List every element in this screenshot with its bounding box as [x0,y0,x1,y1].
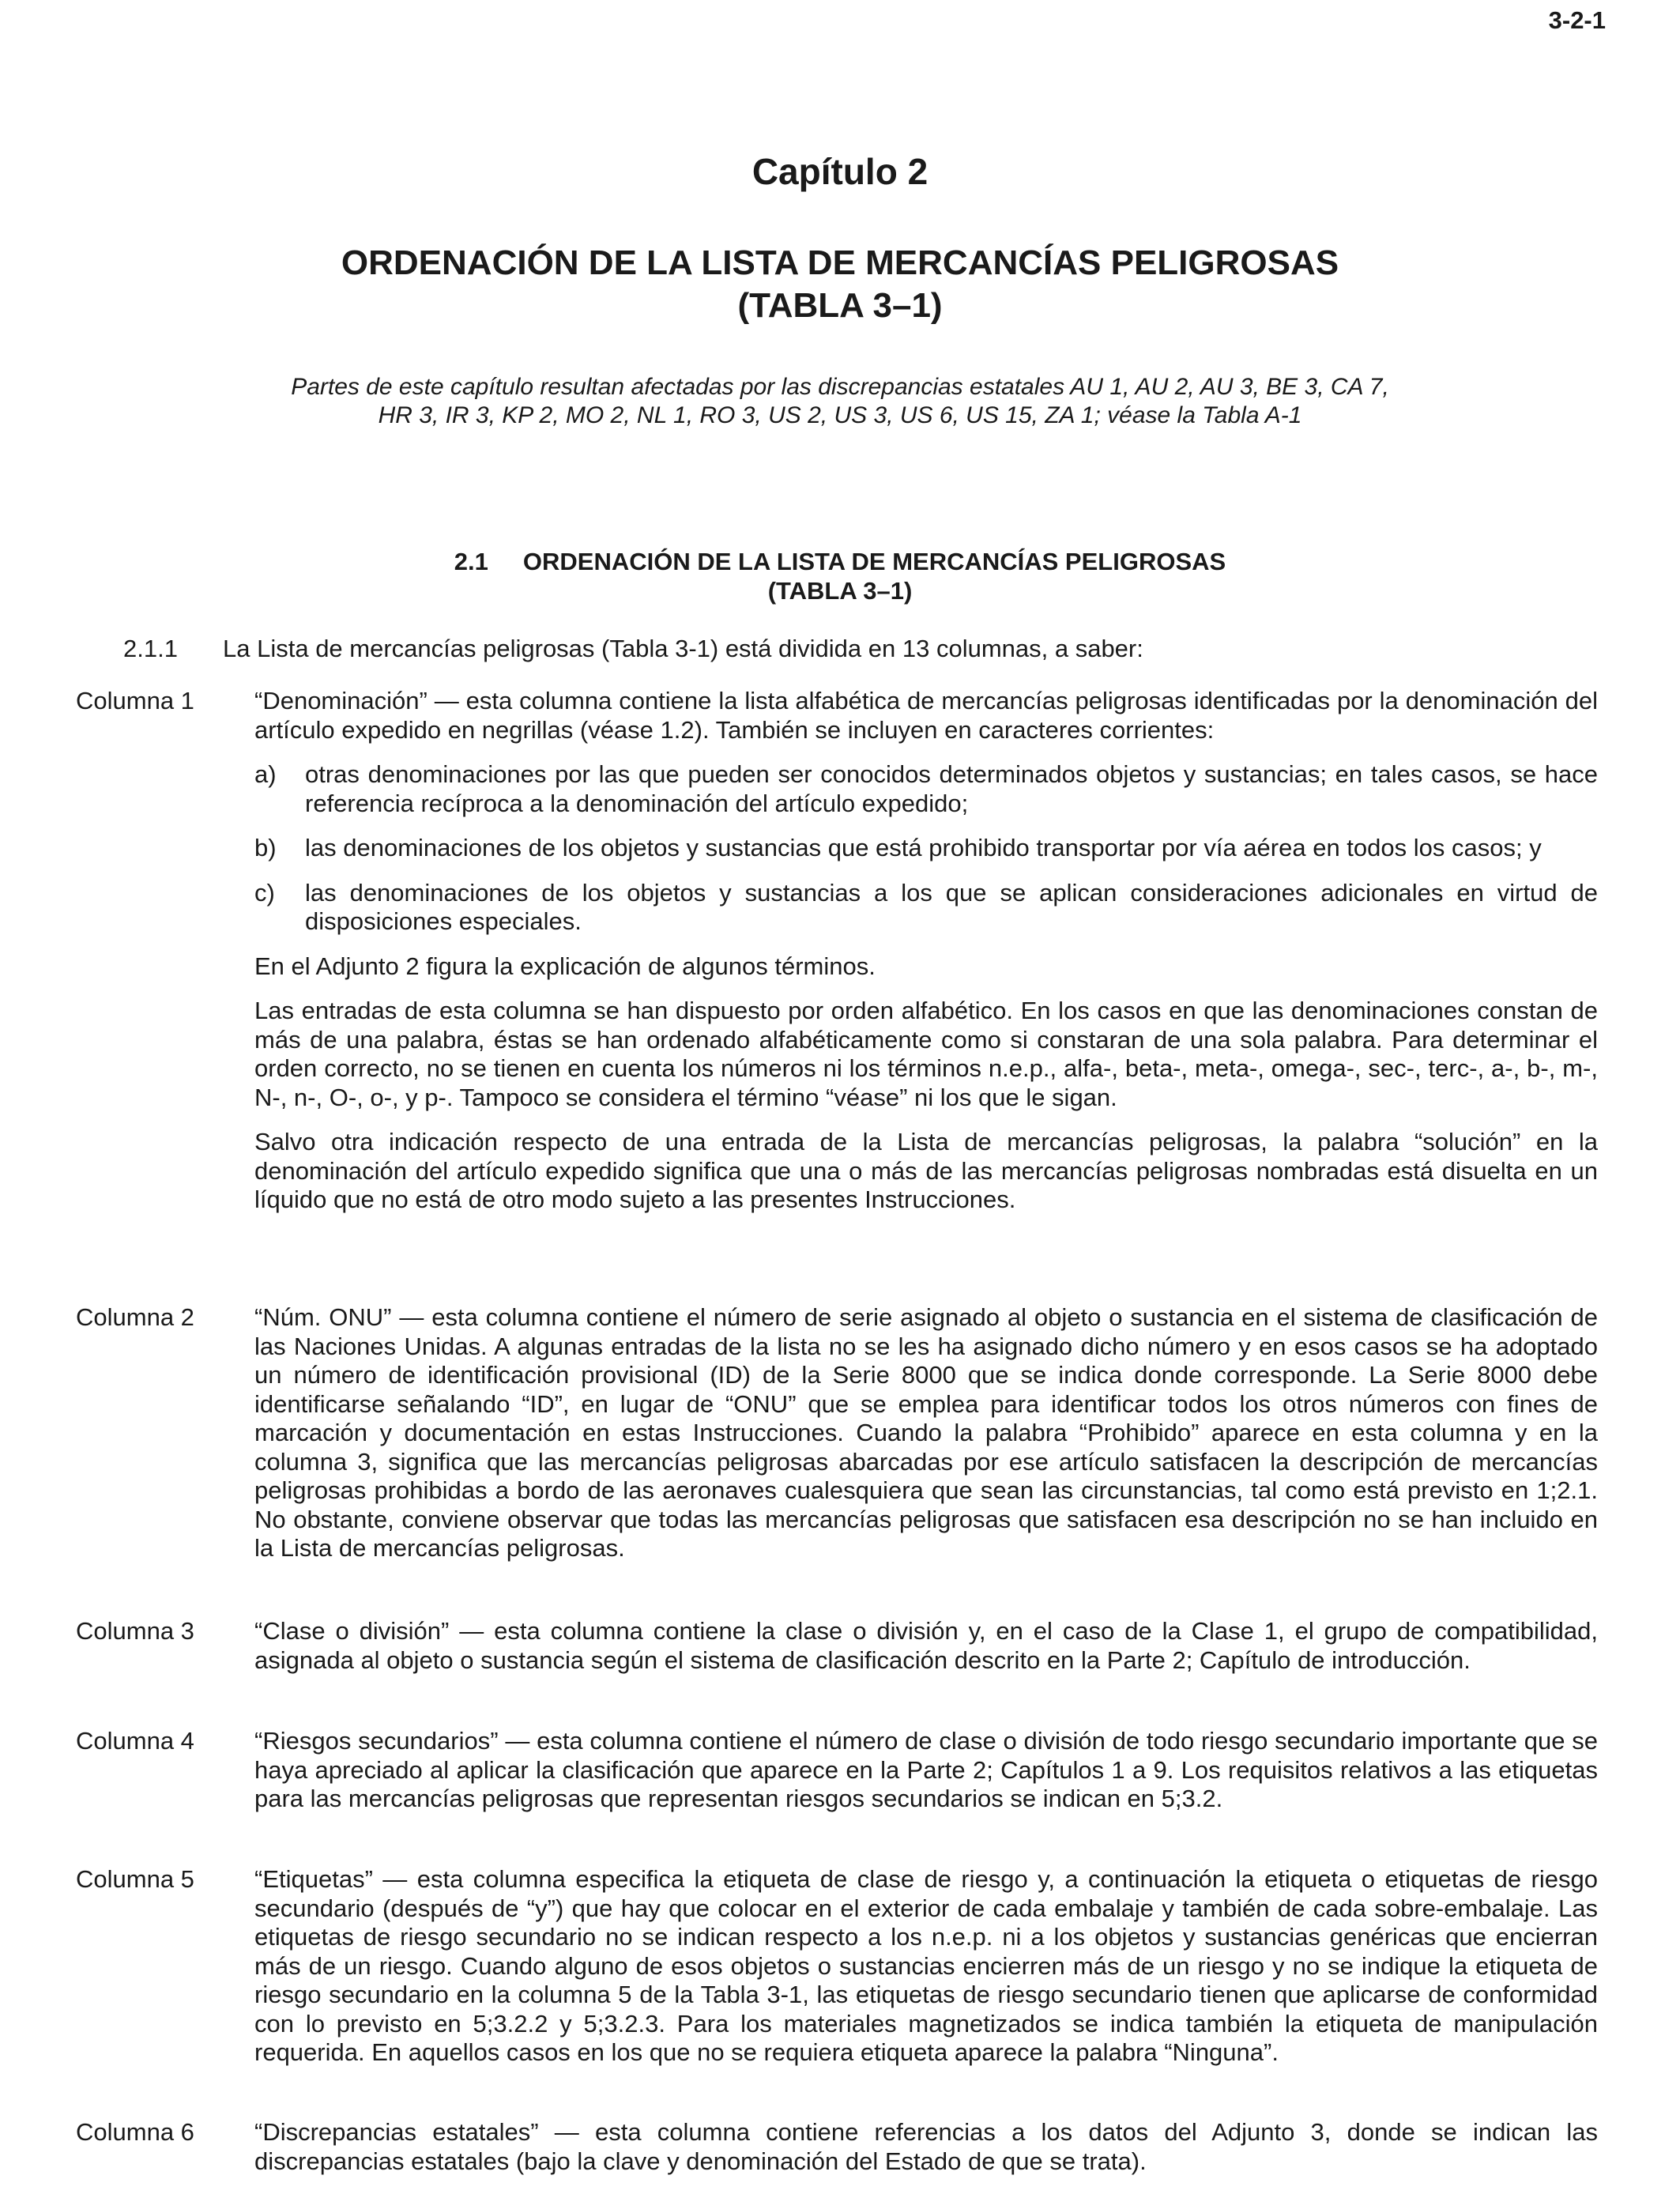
column-1-list [254,760,1598,937]
paragraph-number: 2.1.1 [123,635,178,662]
column-5-label: Columna 5 [76,1865,194,1893]
column-1-label: Columna 1 [76,687,194,714]
column-1-intro: “Denominación” — esta columna contiene la lista alfabética de mercancías peligrosas identificadas por la denominación del artículo expedido en negrillas (véase 1.2). También se incluyen en caracteres corrientes: [254,687,1598,744]
list-item [254,834,1598,863]
column-3-body [254,1617,1598,1691]
list-item-text: otras denominaciones por las que pueden ser conocidos determinados objetos y sustancias; en tales casos, se hace referencia recíproca a la denominación del artículo expedido; [305,760,1598,817]
discrepancy-note [142,373,1538,430]
column-6-label: Columna 6 [76,2118,194,2146]
list-item [254,879,1598,937]
chapter-heading: Capítulo 2 [751,151,929,192]
section-heading [0,547,1680,605]
list-item-text: las denominaciones de los objetos y sustancias a los que se aplican consideraciones adicionales en virtud de disposiciones especiales. [305,878,1598,935]
list-item-marker: b) [254,834,277,861]
chapter-title [0,242,1680,327]
column-2-label: Columna 2 [76,1303,194,1331]
column-1-extra-2: Las entradas de esta columna se han dispuesto por orden alfabético. En los casos en que las denominaciones constan de más de una palabra, éstas se han ordenado alfabéticamente como si constaran de una sola palabra. Para determinar el orden correcto, no se tienen en cuenta los números ni los términos n.e.p., alfa-, beta-, meta-, omega-, sec-, terc-, a-, b-, m-, N-, n-, O-, o-, y p-. Tampoco se considera el término “véase” ni los que le sigan. [254,997,1598,1111]
column-2-body [254,1303,1598,1579]
column-4-label: Columna 4 [76,1727,194,1755]
column-4-text: “Riesgos secundarios” — esta columna contiene el número de clase o división de todo riesgo secundario importante que se haya apreciado al aplicar la clasificación que aparece en la Parte 2; Capítulos 1 a 9. Los requisitos relativos a las etiquetas para las mercancías peligrosas que representan riesgos secundarios se indican en 5;3.2. [254,1727,1598,1812]
section-title: ORDENACIÓN DE LA LISTA DE MERCANCÍAS PELIGROSAS [522,548,1226,575]
column-6-body [254,2118,1598,2192]
column-6-text: “Discrepancias estatales” — esta columna contiene referencias a los datos del Adjunto 3, donde se indican las discrepancias estatales (bajo la clave y denominación del Estado de que se trata). [254,2118,1598,2175]
discrepancy-note-line-2: HR 3, IR 3, KP 2, MO 2, NL 1, RO 3, US 2, US 3, US 6, US 15, ZA 1; véase la Tabla A-1 [378,402,1302,428]
list-item-marker: c) [254,878,275,907]
list-item-text: las denominaciones de los objetos y sustancias que está prohibido transportar por vía aérea en todos los casos; y [305,834,1542,861]
chapter-title-line-1: ORDENACIÓN DE LA LISTA DE MERCANCÍAS PELIGROSAS [341,243,1339,282]
column-3-label: Columna 3 [76,1617,194,1645]
column-3-text: “Clase o división” — esta columna contiene la clase o división y, en el caso de la Clase 1, el grupo de compatibilidad, asignada al objeto o sustancia según el sistema de clasificación descrito en la Parte 2; Capítulo de introducción. [254,1617,1598,1674]
column-1-extra-3: Salvo otra indicación respecto de una entrada de la Lista de mercancías peligrosas, la palabra “solución” en la denominación del artículo expedido significa que una o más de las mercancías peligrosas nombradas está disuelta en un líquido que no está de otro modo sujeto a las presentes Instrucciones. [254,1128,1598,1213]
section-subtitle: (TABLA 3–1) [767,577,913,605]
section-heading-line-1 [0,547,1680,576]
column-1-body [254,687,1598,1231]
column-5-text: “Etiquetas” — esta columna especifica la etiqueta de clase de riesgo y, a continuación la etiqueta o etiquetas de riesgo secundario (después de “y”) que hay que colocar en el exterior de cada embalaje y también de cada sobre-embalaje. Las etiquetas de riesgo secundario no se indican respecto a los n.e.p. ni a los objetos y sustancias genéricas que encierran más de un riesgo. Cuando alguno de esos objetos o sustancias encierren más de un riesgo y no se indique la etiqueta de riesgo secundario en la columna 5 de la Tabla 3-1, las etiquetas de riesgo secundario tienen que aplicarse de conformidad con lo previsto en 5;3.2.2 y 5;3.2.3. Para los materiales magnetizados se indica también la etiqueta de manipulación requerida. En aquellos casos en los que no se requiera etiqueta aparece la palabra “Ninguna”. [254,1865,1598,2066]
column-1-extra-1: En el Adjunto 2 figura la explicación de algunos términos. [254,952,876,980]
chapter-title-line-2: (TABLA 3–1) [737,286,943,325]
column-4-body [254,1727,1598,1830]
page-number: 3-2-1 [1548,6,1606,34]
section-number: 2.1 [454,548,488,575]
paragraph-text: La Lista de mercancías peligrosas (Tabla 3-1) está dividida en 13 columnas, a saber: [223,635,1143,662]
list-item [254,760,1598,818]
column-2-text: “Núm. ONU” — esta columna contiene el número de serie asignado al objeto o sustancia en el sistema de clasificación de las Naciones Unidas. A algunas entradas de la lista no se les ha asignado dicho número y en esos casos se ha adoptado un número de identificación provisional (ID) de la Serie 8000 que se indica donde corresponde. La Serie 8000 debe identificarse señalando “ID”, en lugar de “ONU” que se emplea para identificar todos los otros números con fines de marcación y documentación en estas Instrucciones. Cuando la palabra “Prohibido” aparece en esta columna y en la columna 3, significa que las mercancías peligrosas abarcadas por ese artículo satisfacen la descripción de mercancías peligrosas prohibidas a bordo de las aeronaves cualesquiera que sean las circunstancias, tal como está previsto en 1;2.1. No obstante, conviene observar que todas las mercancías peligrosas que satisfacen esa descripción no se han incluido en la Lista de mercancías peligrosas. [254,1303,1598,1562]
list-item-marker: a) [254,760,277,788]
discrepancy-note-line-1: Partes de este capítulo resultan afectadas por las discrepancias estatales AU 1, AU 2, AU 3, BE 3, CA 7, [291,374,1389,400]
column-5-body [254,1865,1598,2083]
